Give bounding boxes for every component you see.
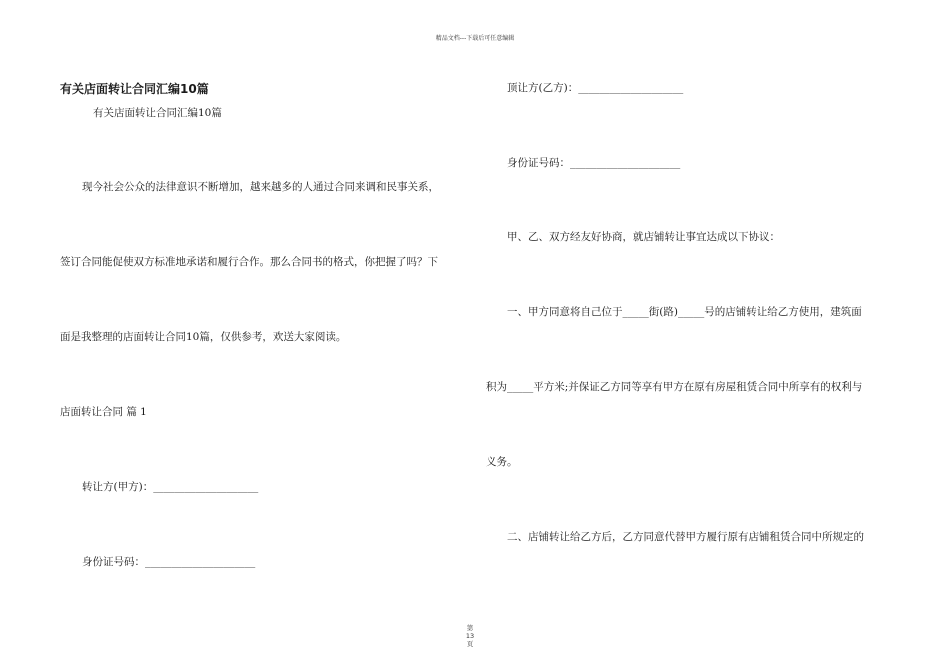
page-suffix: 页 — [466, 640, 474, 648]
intro-paragraph-line-1: 现今社会公众的法律意识不断增加，越来越多的人通过合同来调和民事关系， — [82, 181, 439, 193]
transferee-id-field: 身份证号码：_____________________ — [507, 157, 681, 169]
transferor-id-field: 身份证号码：_____________________ — [82, 556, 256, 568]
page-prefix: 第 — [466, 624, 474, 632]
clause-1-line-2: 积为_____平方米;并保证乙方同等享有甲方在原有房屋租赁合同中所享有的权利与 — [486, 381, 863, 393]
transferee-field: 顶让方(乙方)：____________________ — [507, 82, 684, 94]
clause-1-line-3: 义务。 — [486, 456, 518, 468]
page-number: 13 — [465, 632, 475, 640]
contract-heading: 店面转让合同 篇 1 — [60, 406, 147, 418]
header-note: 精品文档---下载后可任意编辑 — [435, 35, 515, 42]
agreement-intro: 甲、乙、双方经友好协商，就店铺转让事宜达成以下协议： — [507, 231, 780, 243]
intro-paragraph-line-2: 签订合同能促使双方标准地承诺和履行合作。那么合同书的格式，你把握了吗？下 — [60, 256, 438, 268]
transferor-field: 转让方(甲方)：____________________ — [82, 481, 259, 493]
document-title: 有关店面转让合同汇编10篇 — [60, 82, 209, 96]
page-number-footer — [0, 624, 940, 648]
clause-1-line-1: 一、甲方同意将自己位于_____街(路)_____号的店铺转让给乙方使用，建筑面 — [507, 306, 862, 318]
document-subtitle: 有关店面转让合同汇编10篇 — [93, 107, 222, 119]
clause-2-line-1: 二、店铺转让给乙方后，乙方同意代替甲方履行原有店铺租赁合同中所规定的 — [507, 531, 864, 543]
intro-paragraph-line-3: 面是我整理的店面转让合同10篇，仅供参考，欢送大家阅读。 — [60, 331, 347, 343]
